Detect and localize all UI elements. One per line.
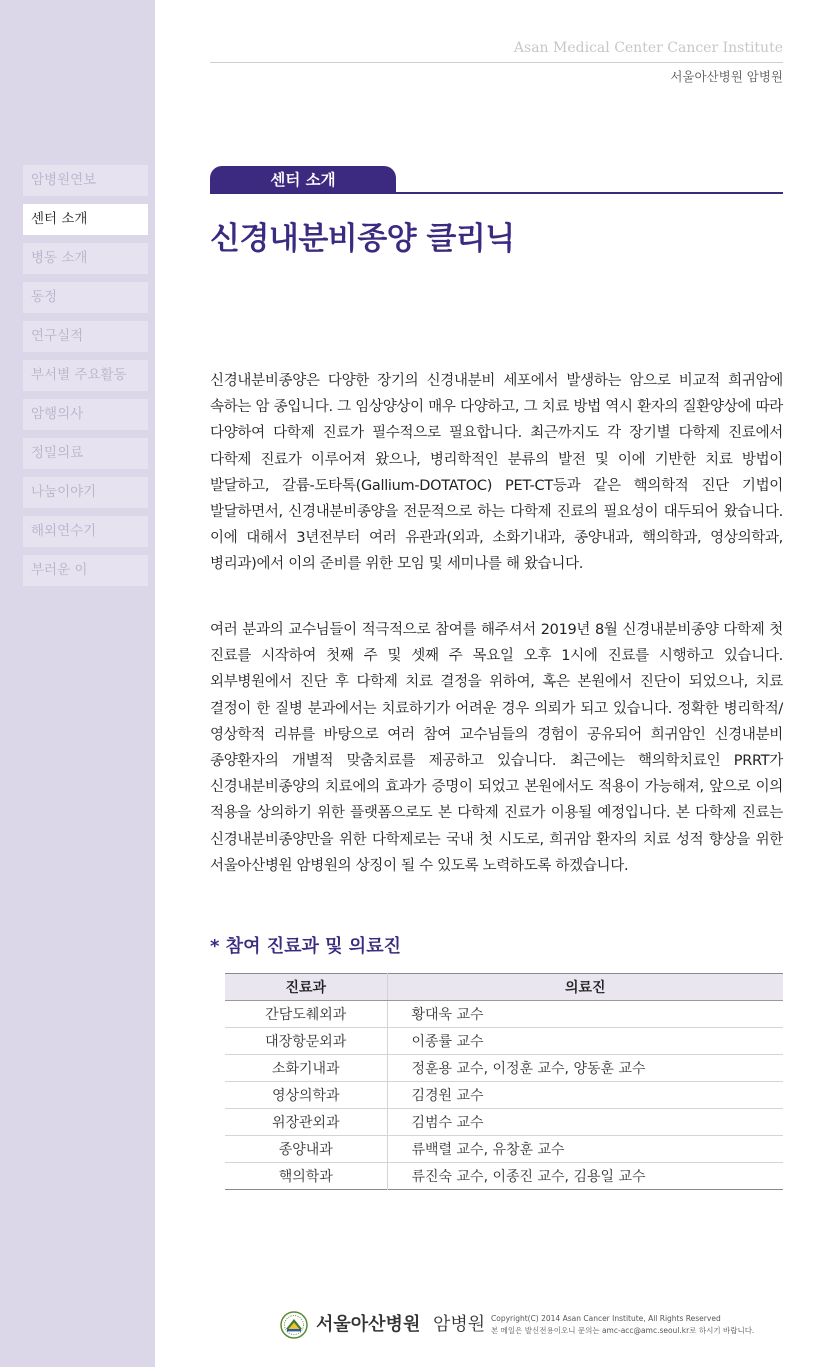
doctors-cell: 류진숙 교수, 이종진 교수, 김용일 교수	[411, 1169, 646, 1185]
table-row	[225, 1028, 783, 1055]
page-header	[210, 38, 783, 86]
notice-text: 본 메일은 발신전용이오니 문의는 amc-acc@amc.seoul.kr로 하시기 바랍니다.	[491, 1326, 755, 1335]
copyright-text: Copyright(C) 2014 Asan Cancer Institute, All Rights Reserved	[491, 1314, 721, 1323]
department-cell: 핵의학과	[225, 1163, 387, 1190]
doctors-cell: 정훈용 교수, 이정훈 교수, 양동훈 교수	[387, 1055, 783, 1082]
table-row	[225, 1109, 783, 1136]
table-row	[225, 1001, 783, 1028]
sidebar-item-sharing-stories[interactable]: 나눔이야기	[23, 477, 148, 508]
institute-name-en: Asan Medical Center Cancer Institute	[513, 40, 783, 56]
section-divider	[210, 192, 783, 194]
department-cell: 대장항문외과	[225, 1028, 387, 1055]
sidebar	[0, 0, 155, 1367]
sidebar-item-center-intro[interactable]: 센터 소개	[23, 204, 148, 235]
footer-hospital-sub: 암병원	[433, 1314, 486, 1335]
page-title: 신경내분비종양 클리닉	[210, 221, 515, 257]
table-row	[225, 1055, 783, 1082]
hospital-emblem-icon	[280, 1311, 308, 1339]
footer	[280, 1309, 780, 1343]
header-doctors: 의료진	[387, 974, 783, 1001]
department-cell: 위장관외과	[225, 1109, 387, 1136]
table-row	[225, 1136, 783, 1163]
sidebar-item-precision-medicine[interactable]: 정밀의료	[23, 438, 148, 469]
table-header-row	[225, 974, 783, 1001]
table-title: * 참여 진료과 및 의료진	[210, 936, 401, 957]
header-divider	[210, 62, 783, 63]
sidebar-item-annual-report[interactable]: 암병원연보	[23, 165, 148, 196]
sidebar-item-news[interactable]: 동정	[23, 282, 148, 313]
sidebar-item-ward-intro[interactable]: 병동 소개	[23, 243, 148, 274]
sidebar-item-department-activities[interactable]: 부서별 주요활동	[23, 360, 148, 391]
doctors-cell: 김범수 교수	[387, 1109, 783, 1136]
department-cell: 소화기내과	[225, 1055, 387, 1082]
institute-name-ko: 서울아산병원 암병원	[670, 69, 783, 84]
doctors-cell: 황대욱 교수	[387, 1001, 783, 1028]
section-tab: 센터 소개	[210, 166, 396, 193]
sidebar-item-secret-doctor[interactable]: 암행의사	[23, 399, 148, 430]
sidebar-item-overseas-training[interactable]: 해외연수기	[23, 516, 148, 547]
table-row	[225, 1163, 783, 1190]
sidebar-nav	[23, 165, 148, 594]
department-cell: 영상의학과	[225, 1082, 387, 1109]
staff-table	[225, 973, 783, 1190]
department-cell: 간담도췌외과	[225, 1001, 387, 1028]
doctors-cell: 김경원 교수	[387, 1082, 783, 1109]
sidebar-item-envied-person[interactable]: 부러운 이	[23, 555, 148, 586]
table-row	[225, 1082, 783, 1109]
body-paragraph-1: 신경내분비종양은 다양한 장기의 신경내분비 세포에서 발생하는 암으로 비교적 희귀암에 속하는 암 종입니다. 그 임상양상이 매우 다양하고, 그 치료 방법 역시 환자의 질환양상에 따라 다양하여 다학제 진료가 필수적으로 필요합니다. 최근까지도 각 장기별 다학제 진료에서 다학제 진료가 이루어져 왔으나, 병리학적인 분류의 발전 및 이에 기반한 치료 방법이 발달하고, 갈륨-도타톡(Gallium-DOTATOC) PET-CT등과 같은 핵의학적 진단 기법이 발달하면서, 신경내분비종양을 전문적으로 하는 다학제 진료의 필요성이 대두되어 왔습니다. 이에 대해서 3년전부터 여러 유관과(외과, 소화기내과, 종양내과, 핵의학과, 영상의학과, 병리과)에서 이의 준비를 위한 모임 및 세미나를 해 왔습니다.	[210, 373, 783, 573]
footer-copyright	[491, 1313, 754, 1337]
body-paragraph-2: 여러 분과의 교수님들이 적극적으로 참여를 해주셔서 2019년 8월 신경내분비종양 다학제 첫 진료를 시작하여 첫째 주 및 셋째 주 목요일 오후 1시에 진료를 시행하고 있습니다. 외부병원에서 진단 후 다학제 치료 결정을 위하여, 혹은 본원에서 진단이 되었으나, 치료 결정이 한 질병 분과에서는 치료하기가 어려운 경우 의뢰가 되고 있습니다. 정확한 병리학적/영상학적 리뷰를 바탕으로 여러 참여 교수님들의 경험이 공유되어 희귀암인 신경내분비 종양환자의 개별적 맞춤치료를 제공하고 있습니다. 최근에는 핵의학치료인 PRRT가 신경내분비종양의 치료에의 효과가 증명이 되었고 본원에서도 적용이 가능해져, 앞으로 이의 적용을 상의하기 위한 플랫폼으로도 본 다학제 진료가 이용될 예정입니다. 본 다학제 진료는 신경내분비종양만을 위한 다학제로는 국내 첫 시도로, 희귀암 환자의 치료 성적 향상을 위한 서울아산병원 암병원의 상징이 될 수 있도록 노력하도록 하겠습니다.	[210, 622, 783, 874]
department-cell: 종양내과	[225, 1136, 387, 1163]
doctors-cell: 류백렬 교수, 유창훈 교수	[387, 1136, 783, 1163]
footer-hospital-name: 서울아산병원	[316, 1314, 421, 1335]
header-department: 진료과	[225, 974, 387, 1001]
doctors-cell: 이종률 교수	[387, 1028, 783, 1055]
sidebar-item-research[interactable]: 연구실적	[23, 321, 148, 352]
